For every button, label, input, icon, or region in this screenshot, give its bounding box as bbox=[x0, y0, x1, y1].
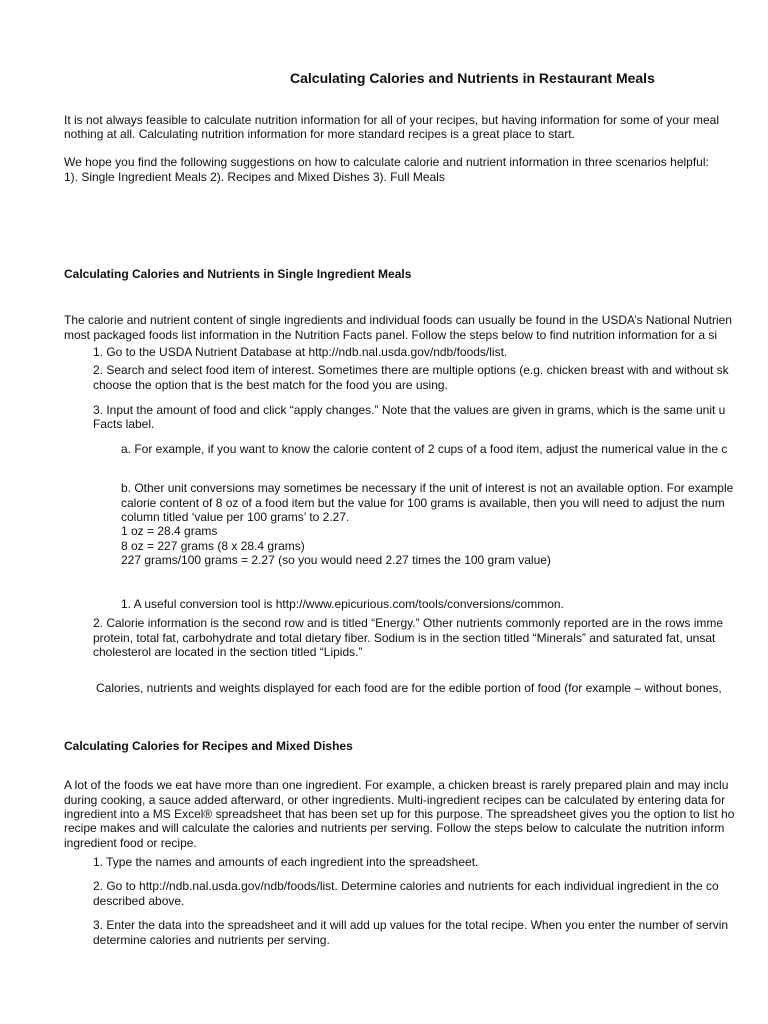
section-paragraph-line: most packaged foods list information in the Nutrition Facts panel. Follow the steps below to find nutrition information for a si bbox=[64, 328, 717, 342]
section-paragraph-line: ingredient food or recipe. bbox=[64, 836, 197, 850]
step-item: choose the option that is the best match for the food you are using. bbox=[93, 378, 448, 392]
section-paragraph-line: A lot of the foods we eat have more than one ingredient. For example, a chicken breast is rarely prepared plain and may inclu bbox=[64, 778, 729, 792]
section-heading-single-ingredient: Calculating Calories and Nutrients in Single Ingredient Meals bbox=[64, 267, 412, 281]
step-item: 1. Go to the USDA Nutrient Database at http://ndb.nal.usda.gov/ndb/foods/list. bbox=[93, 345, 508, 359]
step-item: protein, total fat, carbohydrate and total dietary fiber. Sodium is in the section titled “Minerals” and saturated fat, unsat bbox=[93, 631, 716, 645]
intro-paragraph-line: It is not always feasible to calculate nutrition information for all of your recipes, but having information for some of your meal bbox=[64, 113, 719, 127]
sub-step-item: calorie content of 8 oz of a food item but the value for 100 grams is available, then you will need to adjust the num bbox=[121, 496, 725, 510]
step-item: determine calories and nutrients per serving. bbox=[93, 933, 330, 947]
step-item: 1. Type the names and amounts of each ingredient into the spreadsheet. bbox=[93, 855, 479, 869]
step-item: 3. Enter the data into the spreadsheet and it will add up values for the total recipe. When you enter the number of servin bbox=[93, 918, 729, 932]
step-item: 2. Calorie information is the second row and is titled “Energy.” Other nutrients commonly reported are in the rows imme bbox=[93, 616, 724, 630]
conversion-line: 8 oz = 227 grams (8 x 28.4 grams) bbox=[121, 539, 305, 553]
sub-step-item: a. For example, if you want to know the calorie content of 2 cups of a food item, adjust the numerical value in the c bbox=[121, 442, 728, 456]
intro-paragraph-line: nothing at all. Calculating nutrition information for more standard recipes is a great place to start. bbox=[64, 127, 575, 141]
section-paragraph-line: ingredient into a MS Excel® spreadsheet that has been set up for this purpose. The spreadsheet gives you the option to list ho bbox=[64, 807, 735, 821]
page-title: Calculating Calories and Nutrients in Restaurant Meals bbox=[290, 70, 655, 86]
step-item: Facts label. bbox=[93, 417, 155, 431]
scenario-list: 1). Single Ingredient Meals 2). Recipes and Mixed Dishes 3). Full Meals bbox=[64, 170, 445, 184]
section-paragraph-line: recipe makes and will calculate the calories and nutrients per serving. Follow the steps below to calculate the nutrition inform bbox=[64, 821, 725, 835]
sub-step-item: b. Other unit conversions may sometimes be necessary if the unit of interest is not an available option. For example bbox=[121, 481, 734, 495]
conversion-line: 227 grams/100 grams = 2.27 (so you would need 2.27 times the 100 gram value) bbox=[121, 553, 551, 567]
section-heading-recipes: Calculating Calories for Recipes and Mixed Dishes bbox=[64, 739, 353, 753]
step-item: cholesterol are located in the section titled “Lipids.” bbox=[93, 645, 363, 659]
sub-step-item: column titled ‘value per 100 grams’ to 2.27. bbox=[121, 510, 350, 524]
note-line: Calories, nutrients and weights displayed for each food are for the edible portion of food (for example – without bones, bbox=[96, 681, 722, 695]
step-item: 3. Input the amount of food and click “apply changes.” Note that the values are given in grams, which is the same unit u bbox=[93, 403, 726, 417]
section-paragraph-line: The calorie and nutrient content of single ingredients and individual foods can usually be found in the USDA’s National Nutrien bbox=[64, 313, 732, 327]
step-item: described above. bbox=[93, 894, 185, 908]
conversion-line: 1 oz = 28.4 grams bbox=[121, 524, 218, 538]
intro-paragraph-line: We hope you find the following suggestions on how to calculate calorie and nutrient information in three scenarios helpful: bbox=[64, 155, 709, 169]
section-paragraph-line: during cooking, a sauce added afterward, or other ingredients. Multi-ingredient recipes can be calculated by entering data for bbox=[64, 793, 726, 807]
step-item: 2. Search and select food item of interest. Sometimes there are multiple options (e.g. chicken breast with and without sk bbox=[93, 363, 729, 377]
tool-item: 1. A useful conversion tool is http://www.epicurious.com/tools/conversions/common. bbox=[121, 597, 564, 611]
step-item: 2. Go to http://ndb.nal.usda.gov/ndb/foods/list. Determine calories and nutrients for each individual ingredient in the co bbox=[93, 879, 719, 893]
